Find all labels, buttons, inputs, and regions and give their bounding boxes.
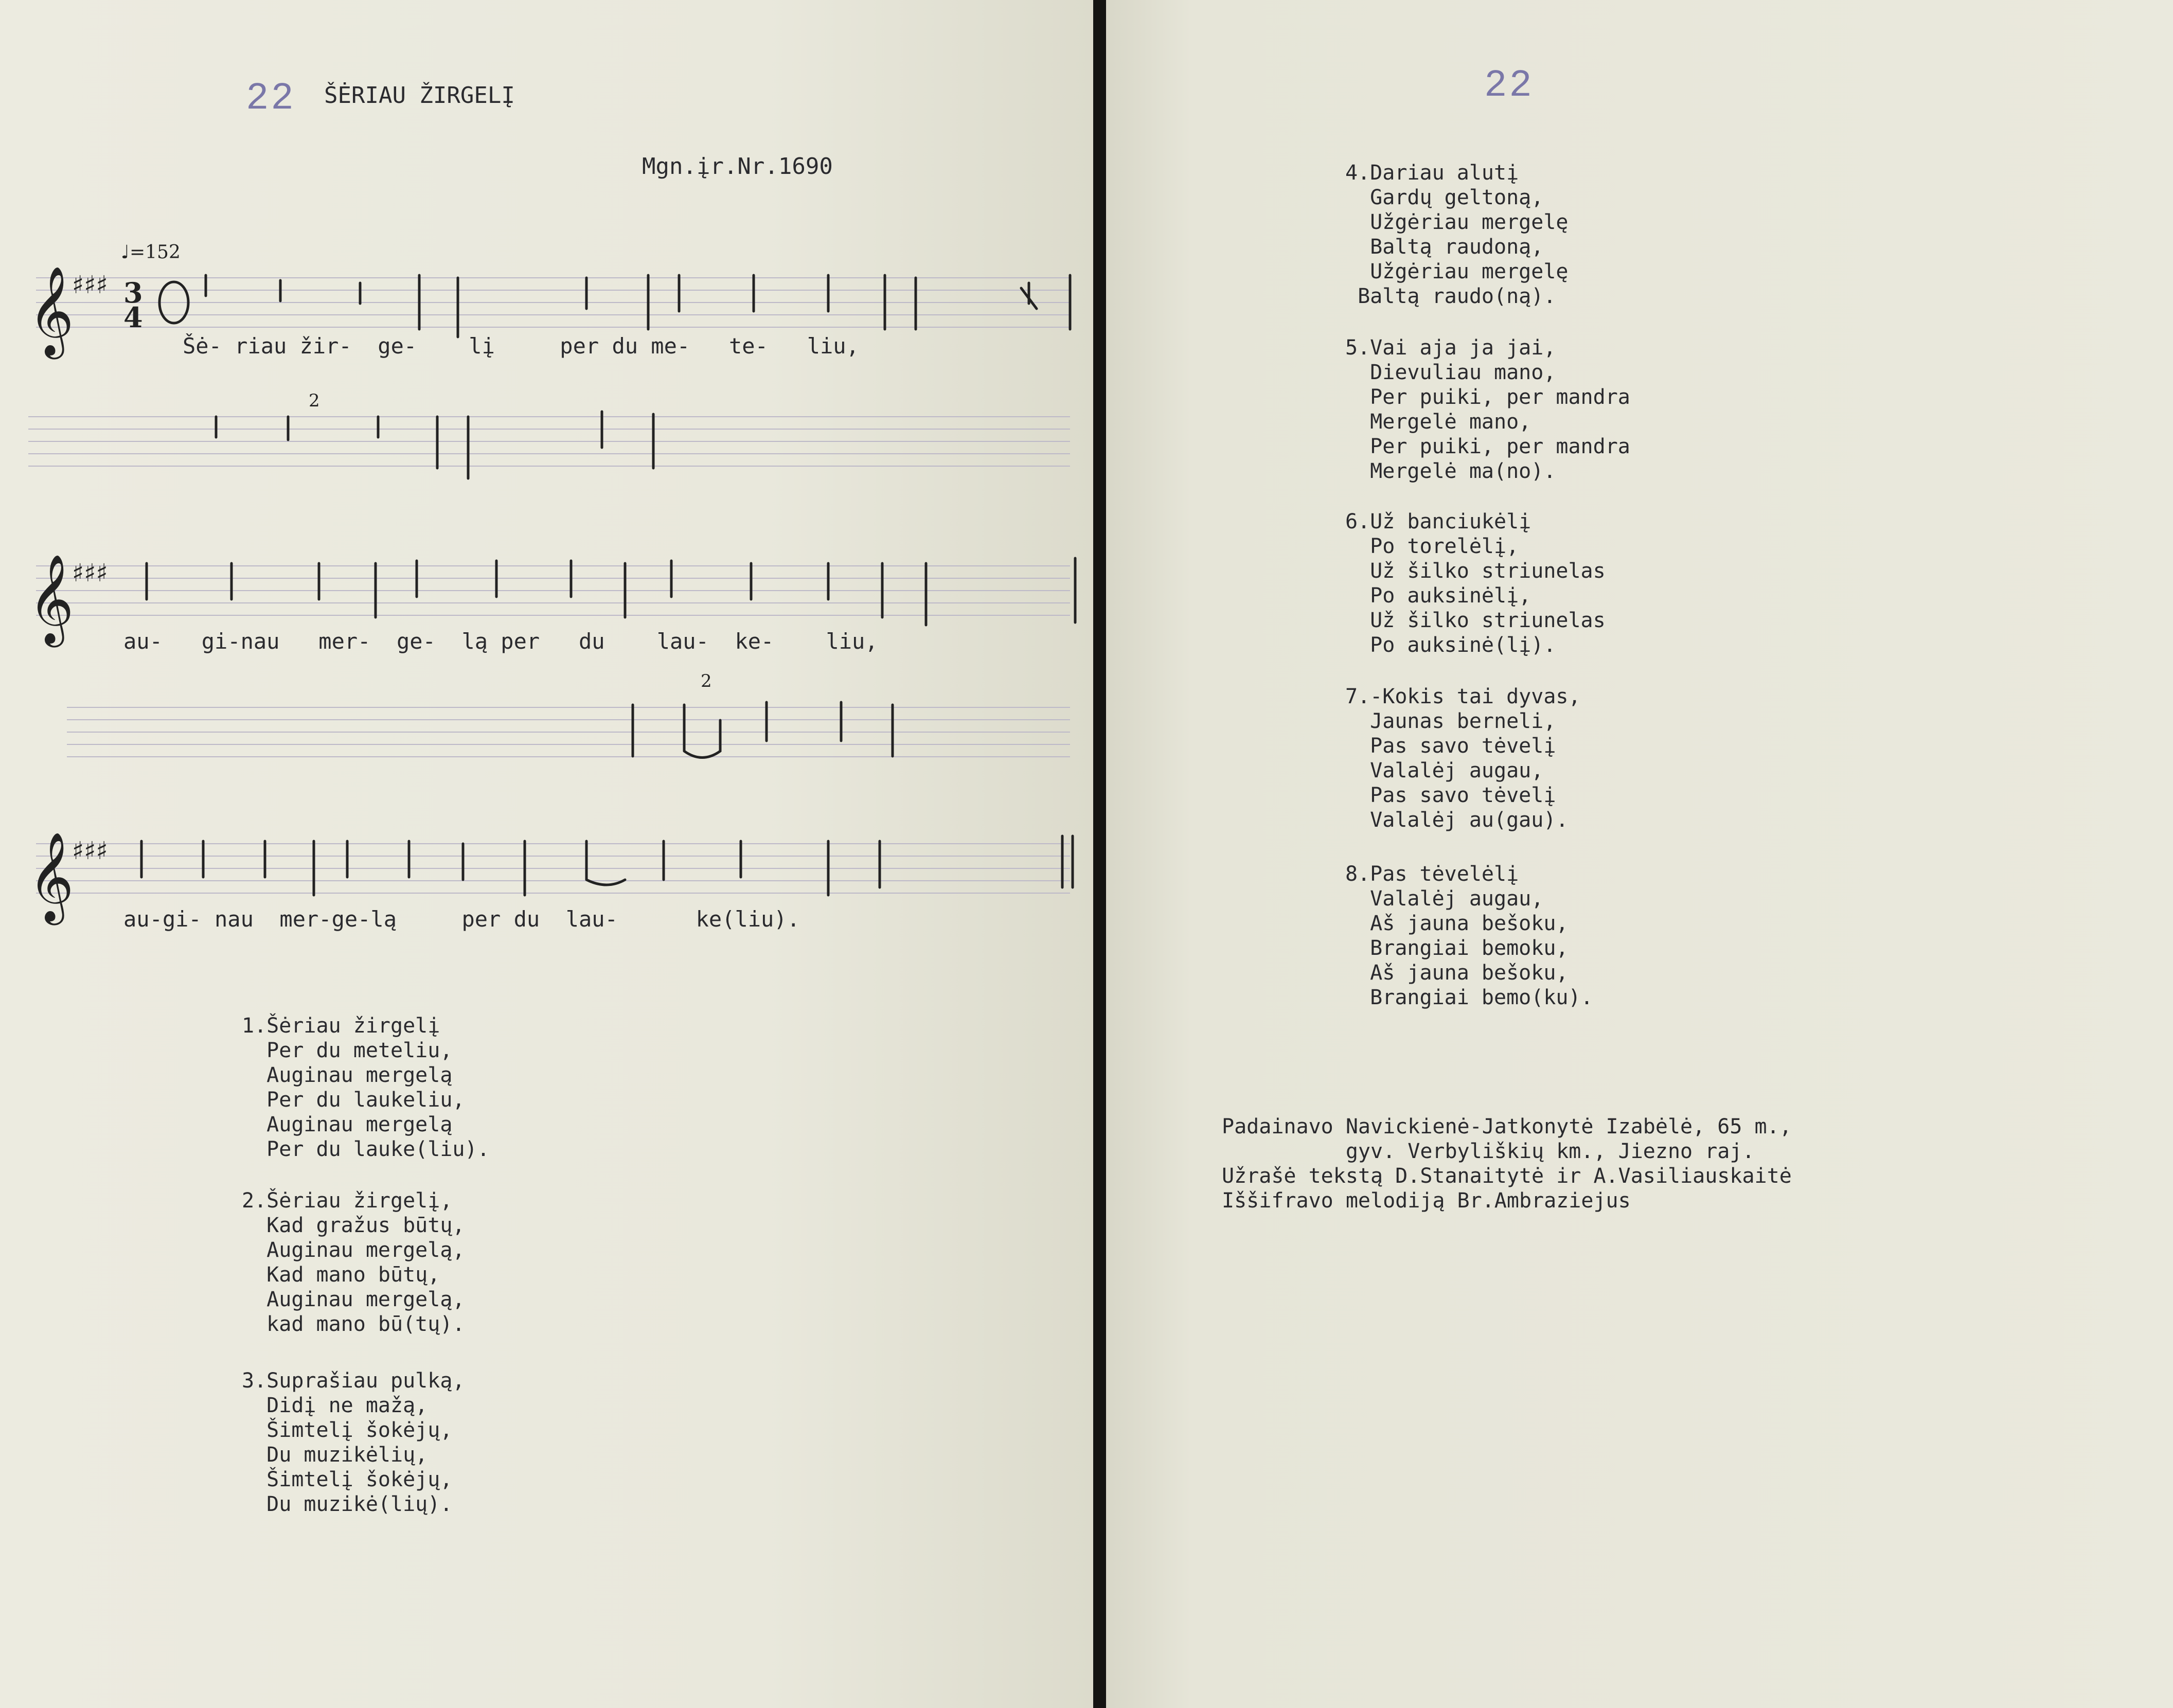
verse-line: 7.-Kokis tai dyvas, — [1345, 685, 1581, 708]
key-signature-icon: ♯♯♯ — [72, 837, 108, 865]
time-signature-top: 3 — [123, 276, 143, 309]
verse-line: Pas savo tėvelį — [1345, 784, 1556, 807]
song-title: ŠĖRIAU ŽIRGELĮ — [324, 82, 515, 109]
verse-8 — [1345, 862, 1593, 1010]
credits-line: Užrašė tekstą D.Stanaitytė ir A.Vasiliauskaitė — [1222, 1164, 1792, 1188]
verse-line: Per puiki, per mandra — [1345, 385, 1630, 409]
verse-line: Po auksinėlį, — [1345, 584, 1531, 608]
verse-line: 5.Vai aja ja jai, — [1345, 336, 1556, 360]
time-signature-bottom: 4 — [123, 301, 143, 334]
verse-line: Didį ne mažą, — [242, 1394, 428, 1417]
verse-line: Šimtelį šokėjų, — [242, 1418, 453, 1442]
verse-line: Aš jauna bešoku, — [1345, 961, 1569, 985]
verse-line: Po auksinė(lį). — [1345, 633, 1556, 657]
verse-line: 1.Šėriau žirgelį — [242, 1014, 440, 1038]
verse-line: 2.Šėriau žirgelį, — [242, 1189, 453, 1213]
verse-line: Gardų geltoną, — [1345, 186, 1544, 209]
credits-line: Padainavo Navickienė-Jatkonytė Izabėlė, 65 m., — [1222, 1115, 1792, 1138]
verse-line: Kad mano būtų, — [242, 1263, 440, 1287]
verse-line: 6.Už banciukėlį — [1345, 510, 1531, 533]
verse-line: Kad gražus būtų, — [242, 1214, 465, 1237]
credits-line: Iššifravo melodiją Br.Ambraziejus — [1222, 1189, 1631, 1213]
verse-line: 3.Suprašiau pulką, — [242, 1369, 465, 1393]
page-number: 22 — [1484, 64, 1534, 108]
tempo-marking: ♩=152 — [121, 242, 181, 263]
verse-1 — [242, 1013, 490, 1162]
fingering-number: 2 — [309, 390, 320, 411]
staff-lines — [67, 707, 1070, 757]
page-number: 22 — [246, 77, 296, 120]
verse-line: Užgėriau mergelę — [1345, 210, 1569, 234]
verse-line: Valalėj augau, — [1345, 887, 1544, 911]
music-staff-ossia-1 — [0, 391, 1093, 484]
verse-line: Valalėj augau, — [1345, 759, 1544, 782]
verse-line: Pas savo tėvelį — [1345, 734, 1556, 758]
verse-line: Jaunas berneli, — [1345, 709, 1556, 733]
verse-line: Du muzikėlių, — [242, 1443, 428, 1467]
verse-line: Už šilko striunelas — [1345, 559, 1606, 583]
verse-line: Dievuliau mano, — [1345, 361, 1556, 384]
verse-line: Mergelė mano, — [1345, 410, 1531, 434]
lyrics-line-2: au- gi-nau mer- ge- lą per du lau- ke- liu, — [123, 629, 878, 654]
verse-line: Aš jauna bešoku, — [1345, 912, 1569, 935]
verse-line: Valalėj au(gau). — [1345, 808, 1569, 832]
treble-clef-icon: 𝄞 — [28, 266, 74, 355]
staff-lines — [36, 844, 1070, 893]
verse-2 — [242, 1188, 465, 1337]
notes-ossia-2 — [633, 702, 893, 758]
staff-lines — [28, 417, 1070, 466]
credits-block — [1222, 1114, 1792, 1213]
notes-system-3 — [141, 836, 1073, 895]
book-gutter — [1093, 0, 1106, 1708]
verse-5 — [1345, 335, 1630, 484]
key-signature-icon: ♯♯♯ — [72, 271, 108, 299]
verse-line: Šimtelį šokėjų, — [242, 1468, 453, 1491]
verse-line: Už šilko striunelas — [1345, 609, 1606, 632]
verse-line: Per puiki, per mandra — [1345, 435, 1630, 458]
verse-line: Brangiai bemo(ku). — [1345, 986, 1593, 1009]
treble-clef-icon: 𝄞 — [28, 554, 74, 644]
verse-line: Auginau mergelą, — [242, 1238, 465, 1262]
verse-line: Po torelėlį, — [1345, 535, 1519, 558]
verse-line: Brangiai bemoku, — [1345, 936, 1569, 960]
verse-7 — [1345, 684, 1581, 832]
verse-line: Mergelė ma(no). — [1345, 459, 1556, 483]
music-staff-ossia-2 — [0, 671, 1093, 772]
verse-line: 4.Dariau alutį — [1345, 161, 1519, 185]
verse-line: Per du meteliu, — [242, 1039, 453, 1062]
verse-line: Per du lauke(liu). — [242, 1137, 490, 1161]
verse-line: Auginau mergelą, — [242, 1288, 465, 1311]
verse-line: Per du laukeliu, — [242, 1088, 465, 1112]
notes-ossia-1 — [216, 412, 653, 478]
verse-line: 8.Pas tėvelėlį — [1345, 862, 1519, 886]
staff-lines — [36, 566, 1070, 615]
verse-line: Du muzikė(lių). — [242, 1492, 453, 1516]
lyrics-line-3: au-gi- nau mer-ge-lą per du lau- ke(liu). — [123, 906, 800, 932]
key-signature-icon: ♯♯♯ — [72, 559, 108, 588]
verse-line: Baltą raudoną, — [1345, 235, 1544, 259]
verse-3 — [242, 1368, 465, 1517]
fingering-number: 2 — [701, 671, 712, 691]
verse-line: Užgėriau mergelę — [1345, 260, 1569, 283]
verse-6 — [1345, 509, 1606, 657]
verse-line: Auginau mergelą — [242, 1113, 453, 1136]
right-page — [1106, 0, 2173, 1708]
verse-line: Baltą raudo(ną). — [1345, 284, 1556, 308]
verse-line: kad mano bū(tų). — [242, 1312, 465, 1336]
catalog-number: Mgn.įr.Nr.1690 — [642, 153, 833, 180]
credits-line: gyv. Verbyliškių km., Jiezno raj. — [1222, 1140, 1755, 1163]
lyrics-line-1: Šė- riau žir- ge- lį per du me- te- liu, — [183, 333, 859, 359]
verse-4 — [1345, 161, 1568, 309]
verse-line: Auginau mergelą — [242, 1063, 453, 1087]
treble-clef-icon: 𝄞 — [28, 832, 74, 921]
